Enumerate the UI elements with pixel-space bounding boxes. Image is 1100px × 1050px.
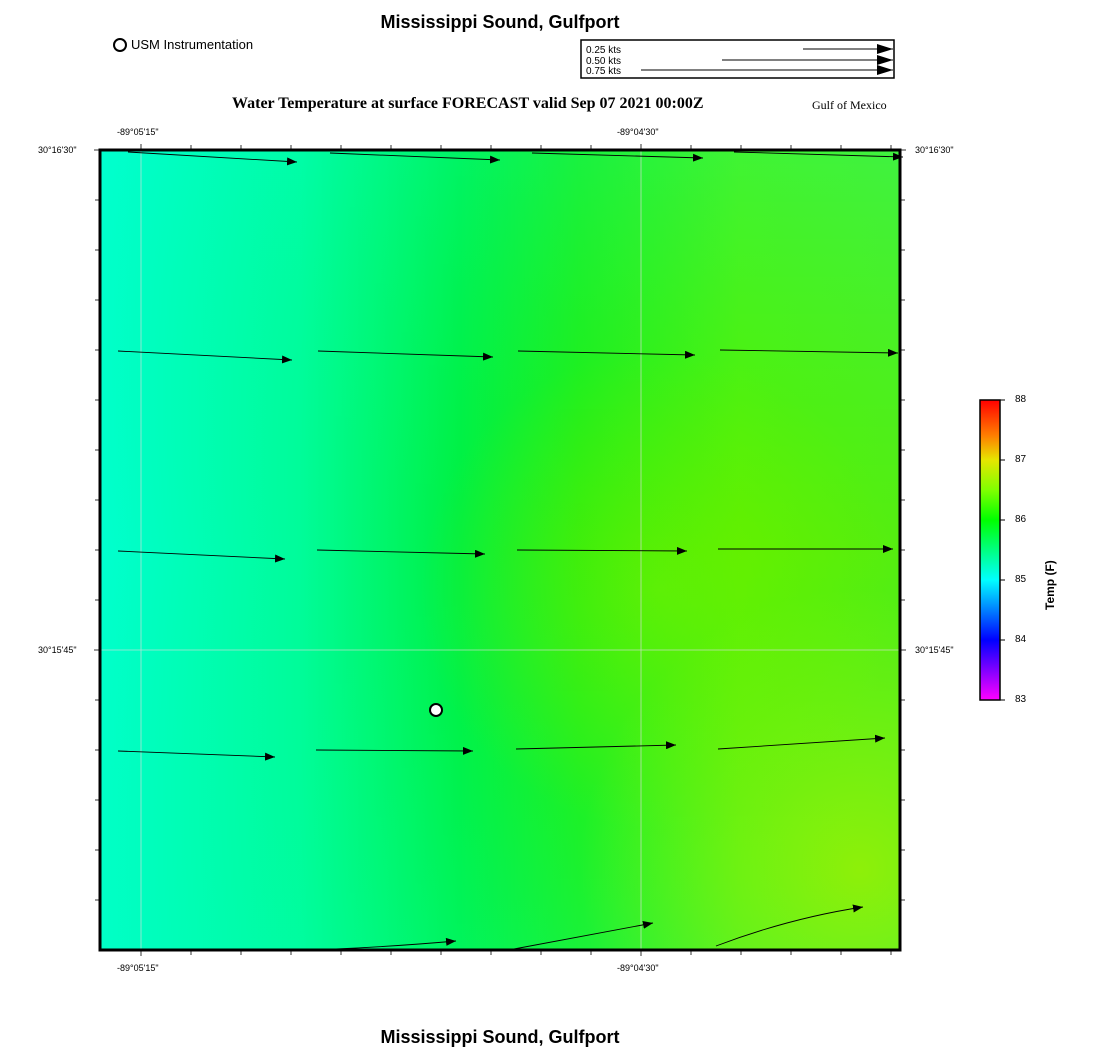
scale-label-025: 0.25 kts — [586, 45, 622, 56]
colorbar-tick-85: 85 — [1015, 574, 1027, 585]
lat-label-left-2: 30°15'45" — [38, 645, 77, 655]
lon-label-top-1: -89°05'15" — [117, 127, 159, 137]
colorbar-tick-88: 88 — [1015, 394, 1027, 405]
temperature-field — [100, 150, 900, 950]
lat-label-right-1: 30°16'30" — [915, 145, 954, 155]
lon-label-top-2: -89°04'30" — [617, 127, 659, 137]
lon-label-bottom-1: -89°05'15" — [117, 963, 159, 973]
lon-label-bottom-2: -89°04'30" — [617, 963, 659, 973]
map-subtitle: Water Temperature at surface FORECAST valid Sep 07 2021 00:00Z — [232, 95, 704, 112]
usm-station-icon[interactable] — [430, 704, 442, 716]
colorbar-tick-83: 83 — [1015, 694, 1027, 705]
colorbar-tick-87: 87 — [1015, 454, 1027, 465]
region-label: Gulf of Mexico — [812, 98, 887, 112]
vector-scale-legend — [581, 40, 894, 78]
lat-label-left-1: 30°16'30" — [38, 145, 77, 155]
colorbar-title: Temp (F) — [1043, 560, 1057, 610]
colorbar — [980, 400, 1005, 700]
scale-label-075: 0.75 kts — [586, 66, 622, 77]
bottom-title: Mississippi Sound, Gulfport — [380, 1027, 620, 1047]
colorbar-tick-86: 86 — [1015, 514, 1027, 525]
usm-legend-label: USM Instrumentation — [131, 37, 254, 52]
scale-label-050: 0.50 kts — [586, 56, 622, 67]
map-title: Mississippi Sound, Gulfport — [380, 12, 620, 32]
lat-label-right-2: 30°15'45" — [915, 645, 954, 655]
colorbar-tick-84: 84 — [1015, 634, 1027, 645]
